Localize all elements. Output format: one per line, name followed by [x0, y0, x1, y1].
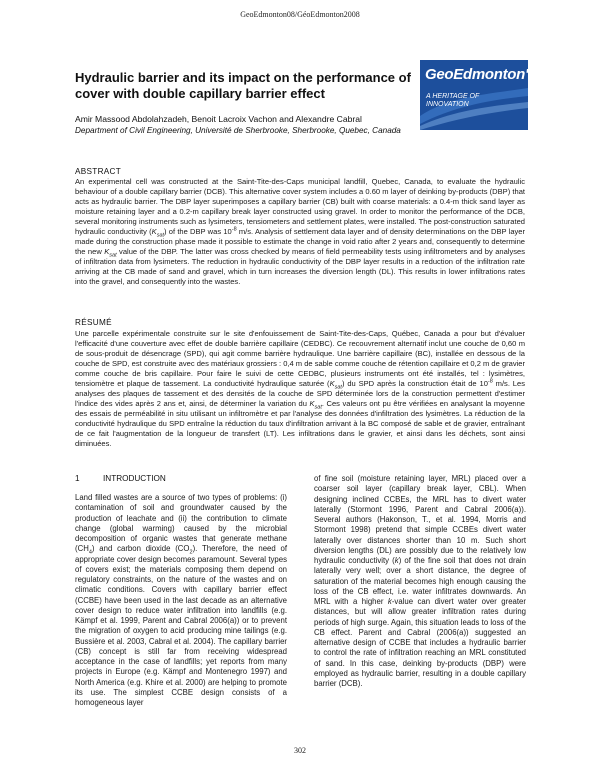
- introduction-right-column: of fine soil (moisture retaining layer, MRL) placed over a coarser soil layer (capillary break layer, CBL). When designing inclined CCBEs, the MRL has to divert water laterally (Stormont 1996, Parent and Cabral 2006(a)). Several authors (Hakonson, T., et al. 1994, Morris and Stormont 1998) pretend that simple CCBEs divert water laterally over distances shorter than 10 m. Such short diversion lengths (DL) are possibly due to the relatively low hydraulic conductivity (k) of the fine soil that does not drain laterally very well; over a short distance, the degree of saturation of the material becomes high enough causing the loss of the CB effect, i.e. water infiltrates downwards. An MRL with a higher k-value can divert water over greater distances, but will allow greater infiltration rates during periods of high surge. Again, this situation leads to loss of the CB effect. Parent and Cabral (2006(a)) suggested an alternative design of CCBE that includes a hydraulic barrier to control the rate of infiltration reaching an MRL constituted of sand. In this case, deinking by-products (DBP) were employed as hydraulic barrier, resulting in a double capillary barrier (DCB).: [314, 474, 526, 688]
- author-list: Amir Massood Abdolahzadeh, Benoit Lacroix Vachon and Alexandre Cabral: [75, 114, 362, 124]
- abstract-heading: ABSTRACT: [75, 167, 122, 176]
- logo-tagline: A HERITAGE OF INNOVATION: [426, 93, 480, 108]
- running-head: GeoEdmonton08/GéoEdmonton2008: [240, 10, 360, 19]
- affiliation: Department of Civil Engineering, Université de Sherbrooke, Sherbrooke, Quebec, Canada: [75, 126, 401, 135]
- page-number: 302: [294, 746, 306, 755]
- section-heading-introduction: [75, 474, 166, 483]
- conference-logo: [420, 60, 545, 130]
- section-number: 1: [75, 474, 80, 483]
- introduction-left-column: Land filled wastes are a source of two types of problems: (i) contamination of soil and groundwater caused by the production of leachate and (ii) the contribution to climate change (global warming) caused by the microbial decomposition of organic wastes that generate methane $(CH_4)$ and carbon dioxide $(CO_2)$. Therefore, the need of appropriate cover design becomes paramount. Several types of covers exist; the materials composing them depend on regulatory constraints, on the nature of the wastes and on climatic conditions. Covers with capillary barrier effect (CCBE) have been used in the last decade as an alternative cover design to reduce water infiltration into landfills (e.g. Kämpf et al. 1999, Parent and Cabral 2006(a)) or to prevent the migration of oxygen to acid producing mine tailings (e.g. Bussière et al. 2003, Cabral et al. 2004). The capillary barrier (CB) concept is still far from receiving widespread acceptance in the case of landfills; yet reports from many projects in Europe (e.g. Kämpf and Montenegro 1997) and North America (e.g. Khire et al. 2000) are helping to promote its use. The simplest CCBE design consists of a homogeneous layer: [75, 493, 287, 707]
- logo-wordmark: GeoEdmonton'08: [425, 66, 545, 83]
- resume-heading: RÉSUMÉ: [75, 318, 112, 327]
- section-title: INTRODUCTION: [103, 474, 166, 483]
- paper-title: Hydraulic barrier and its impact on the performance of cover with double capillary barrier effect: [75, 70, 411, 101]
- resume-body: Une parcelle expérimentale construite sur le site d'enfouissement de Saint-Tite-des-Caps, Québec, Canada a pour but d'évaluer l'efficacité d'une couverture avec effet de double barrière capillaire (CEDBC). Ce recouvrement alternatif inclut une couche de 0,60 m de sous-produit de désencrage (SPD), qui agit comme barrière hydraulique. Une barrière capillaire (BC), installée en dessous de la couche de SPD, est construite avec des matériaux grossiers : 0,4 m de sable comme couche de rétention capillaire et 0,2 m de gravier comme couche de bris capillaire. Pour faire le suivi de cette CEDBC, plusieurs instruments ont été installés, tel : lysimètres, tensiomètre et plaque de tassement. La conductivité hydraulique saturée $(K_{sat})$ du SPD après la construction était de $10^{-8}$ m/s. Les analyses des plaques de tassement et des densités de la couche de SPD déterminée lors de la construction permettent d'estimer l'indice des vides après 2 ans et, ainsi, de déterminer la variation du $K_{sat}$. Ces valeurs ont pu être vérifiées en analysant la moyenne des essais de perméabilité in situ utilisant un infiltromètre et par l'analyse des données d'infiltration des lysimètres. La réduction de la conductivité hydraulique du SPD entraîne la réduction du taux d'infiltration arrivant à la BC composé de sable et de gravier, entraînant de ce fait l'augmentation de la longueur de transfert (LT). Les infiltrations dans le gravier, et ainsi dans les déchets, sont ainsi diminuées.: [75, 329, 525, 448]
- abstract-body: An experimental cell was constructed at the Saint-Tite-des-Caps municipal landfill, Quebec, Canada, to evaluate the hydraulic behaviour of a double capillary barrier (DCB). This alternative cover system includes a 0.60 m layer of deinking by-products (DBP) that acts as hydraulic barrier. The DBP layer superimposes a capillary barrier (CB) built with coarse materials: a 0.4-m thick sand layer as moisture retaining layer and a 0.2-m capillary break layer constructed using gravel. In order to monitor the performance of the DCB, several monitoring instruments such as lysimeters, tensiometers and settlement plates, were installed. The post-construction saturated hydraulic conductivity $(K_{sat})$ of the DBP was $10^{-8}$ m/s. Analysis of settlement data layer and of density determinations on the DBP layer made during the construction phase made it possible to estimate the change in void ratio after 2 years and, consequently to determine the new $K_{sat}$ value of the DBP. The latter was cross checked by means of field permeability tests using infiltrometers and by analyses of infiltration data from lysimeters. The reduction in hydraulic conductivity of the DBP layer results in a reduction of the infiltration rate arriving at the CB made of sand and gravel, which in turn increases the diversion length (DL). This results in lower infiltrations rates into the gravel, and consequently into the wastes.: [75, 177, 526, 286]
